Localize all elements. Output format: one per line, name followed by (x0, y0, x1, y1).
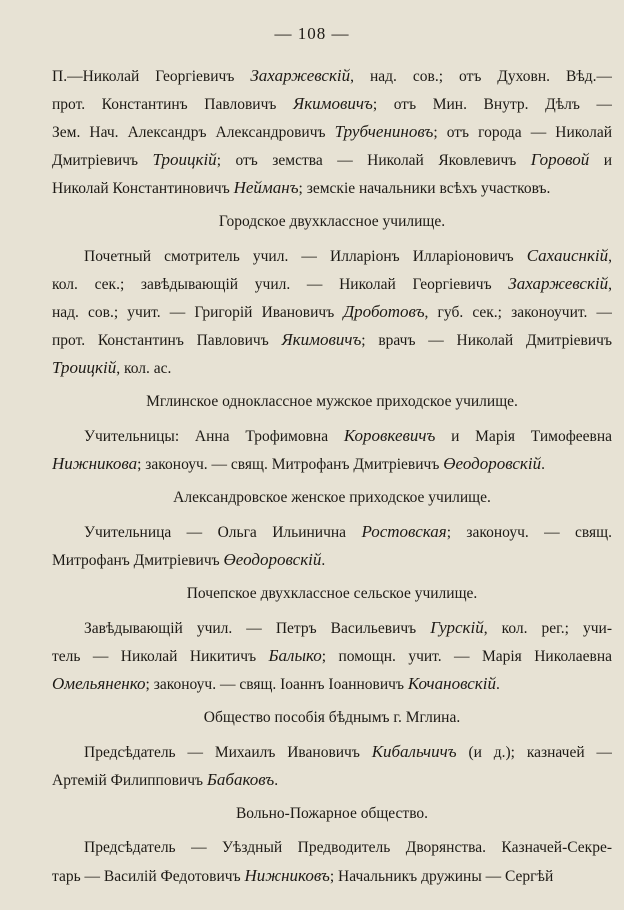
page-number: — 108 — (274, 24, 350, 43)
text-line (52, 298, 612, 326)
text-line (52, 242, 612, 270)
text-line (52, 146, 612, 174)
document-body (52, 62, 612, 890)
text-line (52, 62, 612, 90)
person-surname: Трубчениновъ (334, 122, 434, 141)
section-heading: Александровское женское приходское училище. (173, 489, 491, 506)
text-run: , губ. сек.; законоучит. — (424, 304, 612, 321)
person-surname: Кибальчичъ (371, 742, 457, 761)
text-line (52, 670, 612, 698)
text-run: и Марія Тимофеевна (435, 428, 612, 445)
text-run: . (495, 676, 500, 693)
text-line (52, 614, 612, 642)
person-surname: Омельяненко (52, 674, 146, 693)
person-surname: Троицкій (52, 358, 117, 377)
text-line (52, 450, 612, 478)
person-surname: Горовой (530, 150, 590, 169)
section-heading: Мглинское одноклассное мужское приходское училище. (146, 393, 518, 410)
paragraph (52, 614, 612, 698)
text-run: П.—Николай Георгіевичъ (52, 68, 251, 85)
person-surname: Нижниковъ (244, 866, 330, 885)
person-surname: Якимовичъ (293, 94, 373, 113)
text-run: ; отъ Мин. Внутр. Дѣлъ — (372, 96, 612, 113)
text-run: ; Начальникъ дружины — Сергѣй (329, 868, 554, 885)
text-line (52, 518, 612, 546)
text-run: ; законоуч. — свящ. Іоаннъ Іоанновичъ (145, 676, 408, 693)
person-surname: Балыко (268, 646, 322, 665)
text-run: кол. сек.; завѣдывающій учил. — Николай Георгіевичъ (52, 276, 509, 293)
text-run: Артемій Филипповичъ (52, 772, 207, 789)
text-line (52, 546, 612, 574)
text-run: Почетный смотритель учил. — Илларіонъ Илларіоновичъ (84, 248, 527, 265)
person-surname: Якимовичъ (281, 330, 362, 349)
text-line (52, 766, 612, 794)
text-run: ; земскіе начальники всѣхъ участковъ. (298, 180, 551, 197)
text-run: (и д.); казначей — (456, 744, 612, 761)
text-line (52, 118, 612, 146)
text-run: Зем. Нач. Александръ Александровичъ (52, 124, 335, 141)
text-run: ; законоуч. — свящ. Митрофанъ Дмитріевичъ (137, 456, 444, 473)
paragraph (52, 242, 612, 382)
person-surname: Троицкій (152, 150, 217, 169)
text-line (52, 90, 612, 118)
paragraph (52, 518, 612, 574)
text-run: ; врачъ — Николай Дмитріевичъ (361, 332, 612, 349)
person-surname: Дроботовъ (343, 302, 425, 321)
text-run: прот. Константинъ Павловичъ (52, 332, 282, 349)
text-run: . (321, 552, 326, 569)
text-run: Дмитріевичъ (52, 152, 153, 169)
person-surname: Өеодоровскій (443, 454, 542, 473)
person-surname: Кочановскій (407, 674, 496, 693)
text-run: . (274, 772, 279, 789)
text-line (52, 270, 612, 298)
text-run: Учительница — Ольга Ильинична (84, 524, 362, 541)
text-run: Предсѣдатель — Михаилъ Ивановичъ (84, 744, 372, 761)
text-run: ; законоуч. — свящ. (446, 524, 612, 541)
paragraph (52, 834, 612, 890)
text-line (52, 862, 612, 890)
person-surname: Ростовская (361, 522, 447, 541)
text-run: Митрофанъ Дмитріевичъ (52, 552, 224, 569)
text-run: тель — Николай Никитичъ (52, 648, 269, 665)
text-run: ; помощн. учит. — Марія Николаевна (321, 648, 612, 665)
person-surname: Сахаиснкій (526, 246, 609, 265)
section-heading: Общество пособія бѣднымъ г. Мглина. (203, 709, 461, 726)
text-run: , (608, 248, 612, 265)
person-surname: Захаржевскій (508, 274, 609, 293)
section-heading: Городское двухклассное училище. (218, 213, 446, 230)
text-line (52, 834, 612, 862)
text-run: тарь — Василій Федотовичъ (52, 868, 245, 885)
person-surname: Нижникова (52, 454, 138, 473)
paragraph (52, 62, 612, 202)
text-run: Завѣдывающій учил. — Петръ Васильевичъ (84, 620, 431, 637)
person-surname: Нейманъ (233, 178, 299, 197)
text-line (52, 738, 612, 766)
person-surname: Гурскій (430, 618, 484, 637)
text-run: , кол. ас. (116, 360, 172, 377)
text-run: , (608, 276, 612, 293)
paragraph (52, 422, 612, 478)
text-run: ; отъ города — Николай (433, 124, 612, 141)
text-run: ; отъ земства — Николай Яковлевичъ (216, 152, 531, 169)
text-run: Учительницы: Анна Трофимовна (84, 428, 344, 445)
paragraph (52, 738, 612, 794)
text-line (52, 642, 612, 670)
section-heading: Вольно-Пожарное общество. (235, 805, 429, 822)
person-surname: Бабаковъ (206, 770, 275, 789)
text-run: Николай Константиновичъ (52, 180, 234, 197)
text-line (52, 354, 612, 382)
text-run: Предсѣдатель — Уѣздный Предводитель Дворянства. Казначей-Секре- (84, 839, 612, 856)
text-run: над. сов.; учит. — Григорій Ивановичъ (52, 304, 344, 321)
text-line (52, 326, 612, 354)
text-run: . (541, 456, 545, 473)
person-surname: Коровкевичъ (343, 426, 436, 445)
text-run: , кол. рег.; учи- (483, 620, 612, 637)
text-run: прот. Константинъ Павловичъ (52, 96, 294, 113)
person-surname: Захаржевскій (250, 66, 351, 85)
text-run: и (589, 152, 612, 169)
text-line (52, 422, 612, 450)
text-line (52, 174, 612, 202)
person-surname: Өеодоровскій (223, 550, 322, 569)
text-run: , над. сов.; отъ Духовн. Вѣд.— (350, 68, 612, 85)
section-heading: Почепское двухклассное сельское училище. (186, 585, 478, 602)
